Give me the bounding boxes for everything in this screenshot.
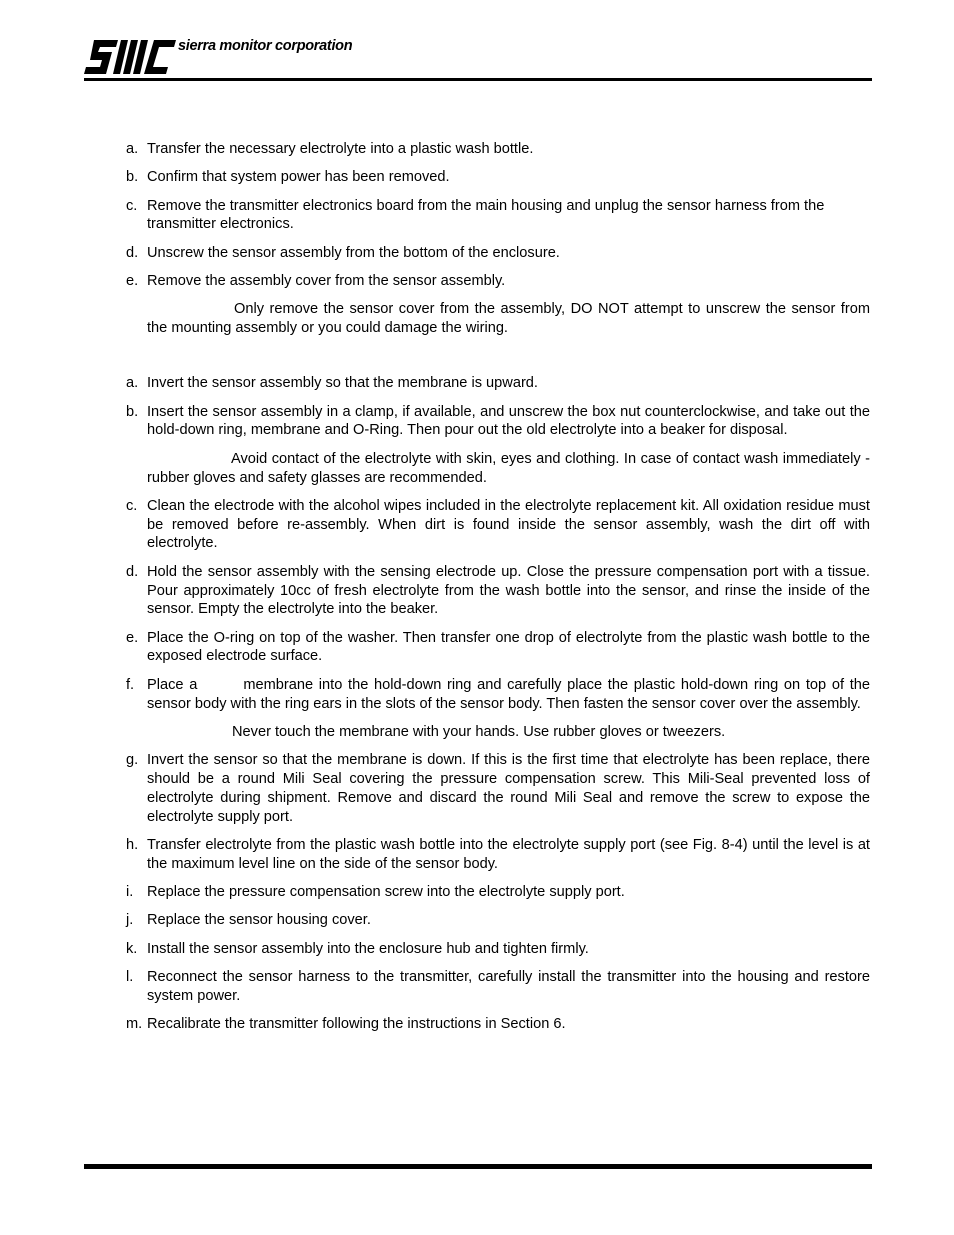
list-item: [126, 968, 870, 1006]
item-text: Reconnect the sensor harness to the transmitter, carefully install the transmitter into the housing and restore system power.: [147, 968, 870, 1004]
item-letter: i.: [126, 883, 134, 900]
header-rule: [84, 78, 872, 81]
list-item: [126, 1015, 870, 1034]
item-letter: c.: [126, 497, 138, 514]
list-item: [126, 140, 870, 159]
item-letter: f.: [126, 676, 135, 693]
list-item: [126, 836, 870, 874]
document-body: [126, 140, 870, 1043]
warning-note: [147, 450, 870, 488]
item-text: Place the O-ring on top of the washer. Then transfer one drop of electrolyte from the plastic wash bottle to the exposed electrode surface.: [147, 629, 870, 665]
brand-name: sierra monitor corporation: [178, 38, 353, 54]
item-letter: b.: [126, 169, 139, 186]
item-letter: d.: [126, 244, 139, 261]
item-letter: h.: [126, 836, 139, 853]
page-header: [84, 38, 872, 82]
list-item: [126, 272, 870, 291]
item-text: Remove the transmitter electronics board from the main housing and unplug the sensor harness from the transmitter electronics.: [147, 197, 825, 233]
item-text: Transfer electrolyte from the plastic wash bottle into the electrolyte supply port (see Fig. 8-4) until the level is at the maximum level line on the side of the sensor body.: [147, 836, 870, 872]
item-text-after: membrane into the hold-down ring and carefully place the plastic hold-down ring on top of the sensor body with the ring ears in the slots of the sensor body. Then fasten the sensor cover over the assembly.: [147, 676, 870, 712]
item-letter: a.: [126, 375, 139, 392]
item-text: Insert the sensor assembly in a clamp, if available, and unscrew the box nut counterclockwise, and take out the hold-down ring, membrane and O-Ring. Then pour out the old electrolyte into a beaker for disposal.: [147, 403, 870, 439]
list-item: [126, 883, 870, 902]
item-text: Transfer the necessary electrolyte into a plastic wash bottle.: [147, 141, 534, 157]
item-letter: k.: [126, 940, 138, 957]
item-text: Replace the sensor housing cover.: [147, 912, 371, 929]
list-item: [126, 751, 870, 826]
caution-note: [147, 723, 870, 742]
item-text: [147, 676, 870, 714]
item-text: Recalibrate the transmitter following the instructions in Section 6.: [147, 1015, 566, 1032]
item-text: Invert the sensor so that the membrane is down. If this is the first time that electrolyte has been replace, there should be a round Mili Seal covering the pressure compensation screw. This Mili-Seal prevented loss of electrolyte during shipment. Remove and discard the round Mili Seal and remove the screw to expose the electrolyte supply port.: [147, 752, 870, 825]
item-letter: j.: [126, 912, 134, 929]
note-text: Avoid contact of the electrolyte with skin, eyes and clothing. In case of contact wash immediately - rubber gloves and safety glasses are recommended.: [147, 450, 870, 486]
item-letter: e.: [126, 629, 139, 646]
item-text: Unscrew the sensor assembly from the bottom of the enclosure.: [147, 244, 560, 261]
list-item: [126, 168, 870, 187]
list-item: [126, 374, 870, 393]
list-item: [126, 676, 870, 714]
item-text: Invert the sensor assembly so that the membrane is upward.: [147, 375, 538, 392]
footer-rule: [84, 1164, 872, 1169]
smc-logo-icon: [84, 38, 176, 76]
item-text: Confirm that system power has been removed.: [147, 169, 450, 186]
item-letter: d.: [126, 563, 139, 580]
item-letter: l.: [126, 968, 134, 985]
note-text: Only remove the sensor cover from the assembly, DO NOT attempt to unscrew the sensor from the mounting assembly or you could damage the wiring.: [147, 301, 870, 337]
list-item: [126, 403, 870, 441]
item-text: Clean the electrode with the alcohol wipes included in the electrolyte replacement kit. All oxidation residue must be removed before re-assembly. When dirt is found inside the sensor assembly, wash the dirt off with electrolyte.: [147, 497, 870, 552]
item-letter: b.: [126, 403, 139, 420]
list-item: [126, 629, 870, 667]
list-item: [126, 197, 870, 235]
list-item: [126, 940, 870, 959]
item-text-before: Place a: [147, 676, 198, 693]
item-letter: m.: [126, 1015, 143, 1032]
note-text: Never touch the membrane with your hands. Use rubber gloves or tweezers.: [232, 723, 726, 740]
item-letter: g.: [126, 752, 139, 769]
list-item: [126, 244, 870, 263]
item-letter: c.: [126, 197, 138, 214]
list-item: [126, 497, 870, 553]
caution-note: [147, 300, 870, 338]
item-text: Replace the pressure compensation screw into the electrolyte supply port.: [147, 883, 625, 900]
item-text: Install the sensor assembly into the enclosure hub and tighten firmly.: [147, 940, 589, 957]
list-item: [126, 563, 870, 619]
item-text: Remove the assembly cover from the sensor assembly.: [147, 272, 506, 289]
item-text: Hold the sensor assembly with the sensing electrode up. Close the pressure compensation port with a tissue. Pour approximately 10cc of fresh electrolyte from the wash bottle into the sensor, and rinse the inside of the sensor. Empty the electrolyte into the beaker.: [147, 563, 870, 618]
item-letter: e.: [126, 272, 139, 289]
list-item: [126, 911, 870, 930]
item-letter: a.: [126, 141, 139, 157]
